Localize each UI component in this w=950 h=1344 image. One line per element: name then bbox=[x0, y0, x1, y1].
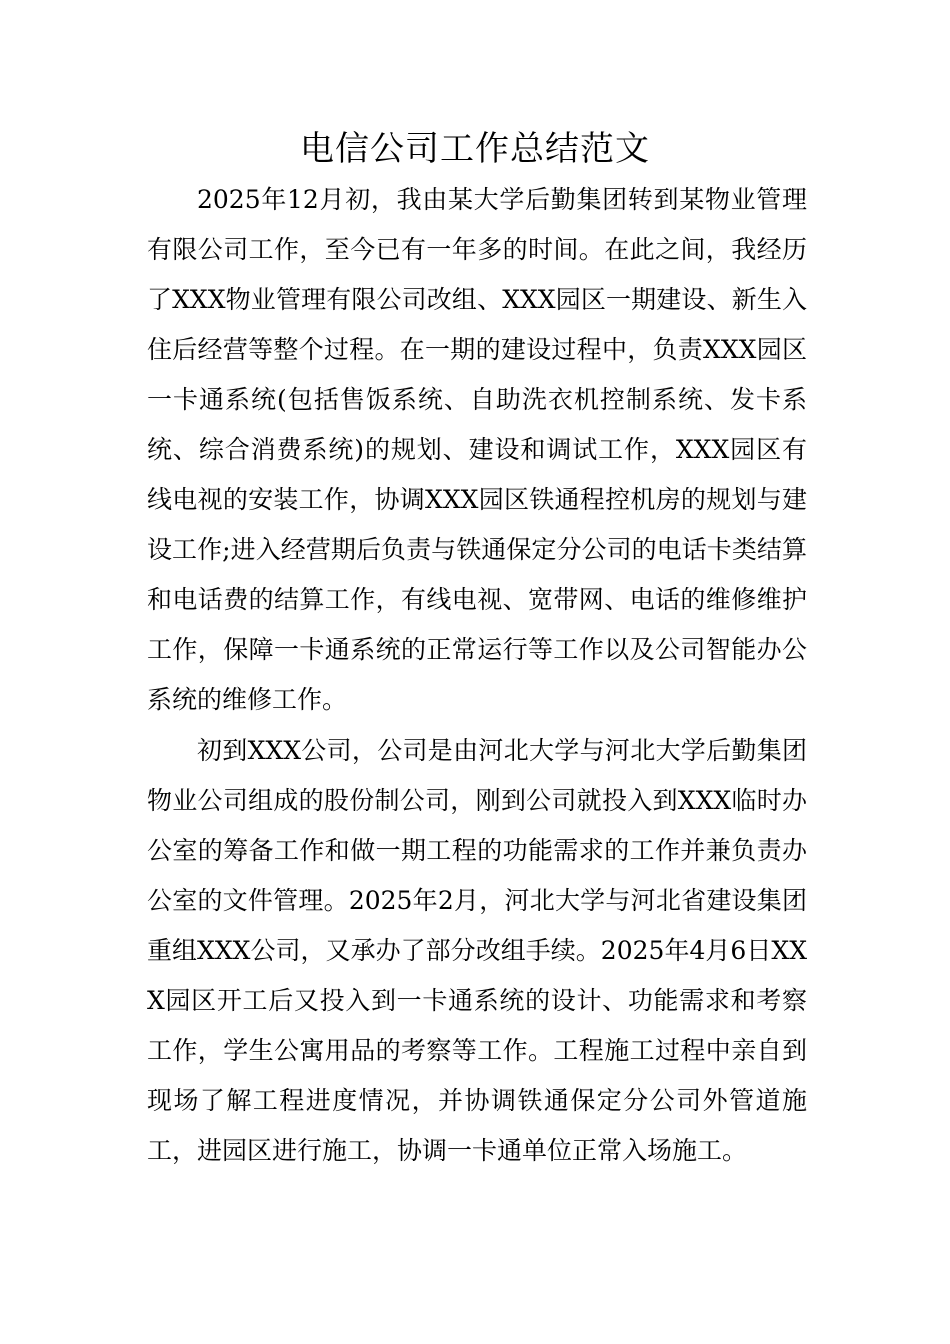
paragraph-1: 2025年12月初，我由某大学后勤集团转到某物业管理有限公司工作，至今已有一年多的时间。在此之间，我经历了XXX物业管理有限公司改组、XXX园区一期建设、新生入住后经营等整个过程。在一期的建设过程中，负责XXX园区一卡通系统(包括售饭系统、自助洗衣机控制系统、发卡系统、综合消费系统)的规划、建设和调试工作，XXX园区有线电视的安装工作，协调XXX园区铁通程控机房的规划与建设工作;进入经营期后负责与铁通保定分公司的电话卡类结算和电话费的结算工作，有线电视、宽带网、电话的维修维护工作，保障一卡通系统的正常运行等工作以及公司智能办公系统的维修工作。 bbox=[147, 185, 807, 714]
document-body bbox=[147, 175, 807, 1177]
document-title: 电信公司工作总结范文 bbox=[300, 129, 650, 169]
paragraph-2: 初到XXX公司，公司是由河北大学与河北大学后勤集团物业公司组成的股份制公司，刚到公司就投入到XXX临时办公室的筹备工作和做一期工程的功能需求的工作并兼负责办公室的文件管理。2025年2月，河北大学与河北省建设集团重组XXX公司，又承办了部分改组手续。2025年4月6日XXX园区开工后又投入到一卡通系统的设计、功能需求和考察工作，学生公寓用品的考察等工作。工程施工过程中亲自到现场了解工程进度情况，并协调铁通保定分公司外管道施工，进园区进行施工，协调一卡通单位正常入场施工。 bbox=[147, 736, 807, 1165]
